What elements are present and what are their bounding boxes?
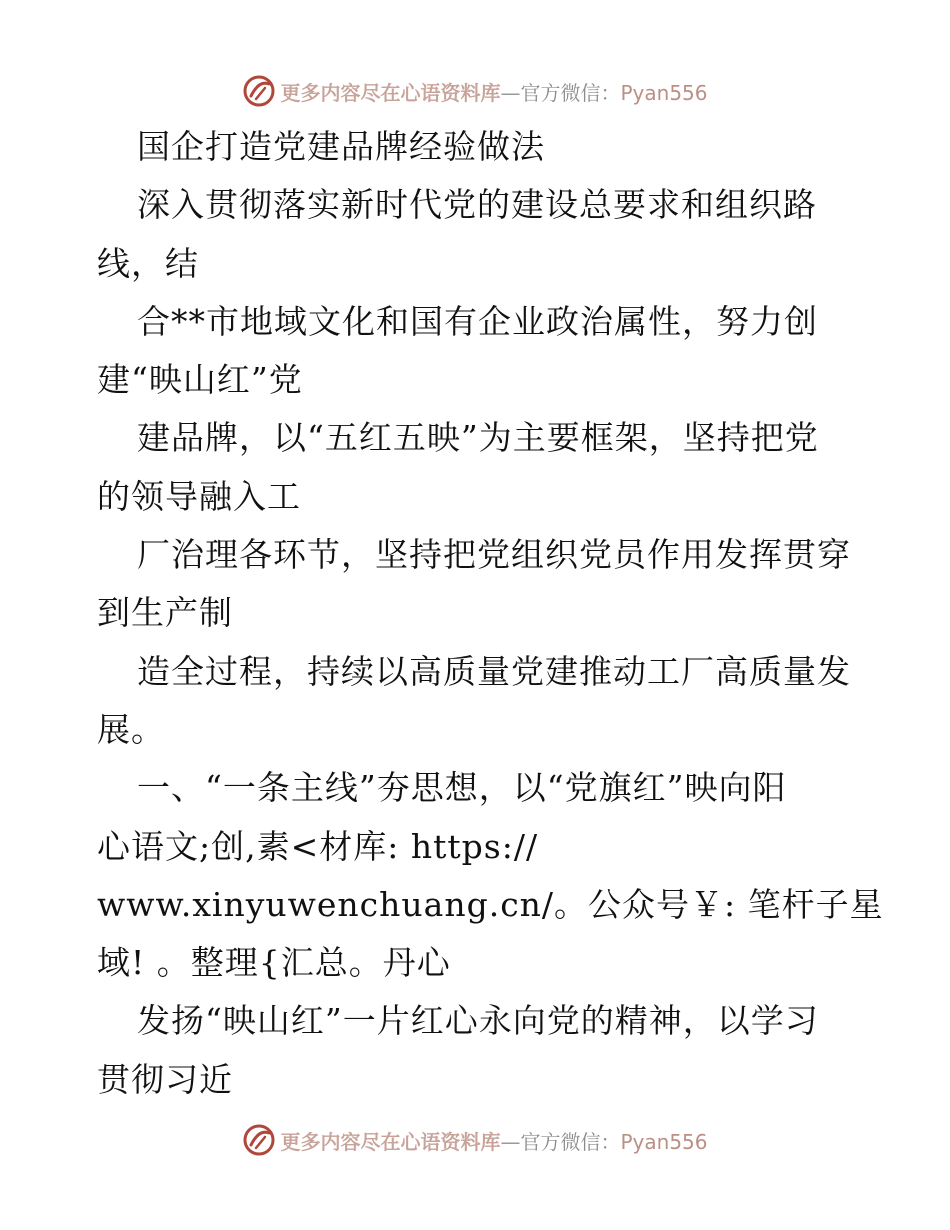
footer-banner-main: 更多内容尽在心语资料库: [280, 1129, 501, 1154]
header-banner-account: Pyan556: [620, 80, 708, 105]
footer-banner-text: [280, 1126, 707, 1155]
paragraph-line: 到生产制: [97, 593, 233, 633]
paragraph-line: 线，结: [97, 243, 199, 283]
footer-banner: [0, 1120, 950, 1160]
paragraph-line: 贯彻习近: [97, 1059, 233, 1099]
footer-banner-dash: —: [500, 1129, 521, 1154]
header-banner-dash: —: [500, 80, 521, 105]
header-banner-sub: 官方微信：: [520, 80, 621, 105]
section-heading-line: 一、“一条主线”夯思想，以“党旗红”映向阳: [137, 768, 787, 808]
logo-icon: [242, 74, 276, 108]
paragraph-line: 深入贯彻落实新时代党的建设总要求和组织路: [137, 185, 817, 225]
header-banner-text: [280, 77, 707, 106]
document-title: 国企打造党建品牌经验做法: [137, 127, 545, 166]
footer-banner-sub: 官方微信：: [520, 1129, 621, 1154]
watermark-url-line: www.xinyuwenchuang.cn/。公众号￥: 笔杆子星: [97, 884, 884, 924]
footer-banner-account: Pyan556: [620, 1129, 708, 1154]
paragraph-line: 合**市地域文化和国有企业政治属性，努力创: [137, 301, 818, 341]
header-banner: [0, 71, 950, 111]
paragraph-line: 展。: [97, 709, 165, 749]
paragraph-line: 建“映山红”党: [97, 360, 303, 400]
paragraph-line: 发扬“映山红”一片红心永向党的精神，以学习: [137, 1001, 819, 1041]
document-body: [97, 118, 884, 1109]
paragraph-line: 的领导融入工: [97, 476, 301, 516]
watermark-line: 心语文;创,素<材库: https://: [97, 826, 539, 866]
paragraph-line: 造全过程，持续以高质量党建推动工厂高质量发: [137, 651, 851, 691]
logo-icon: [242, 1123, 276, 1157]
paragraph-line: 厂治理各环节，坚持把党组织党员作用发挥贯穿: [137, 535, 851, 575]
header-banner-main: 更多内容尽在心语资料库: [280, 80, 501, 105]
paragraph-line: 建品牌，以“五红五映”为主要框架，坚持把党: [137, 418, 819, 458]
watermark-line: 域! 。整理{汇总。丹心: [97, 943, 451, 983]
